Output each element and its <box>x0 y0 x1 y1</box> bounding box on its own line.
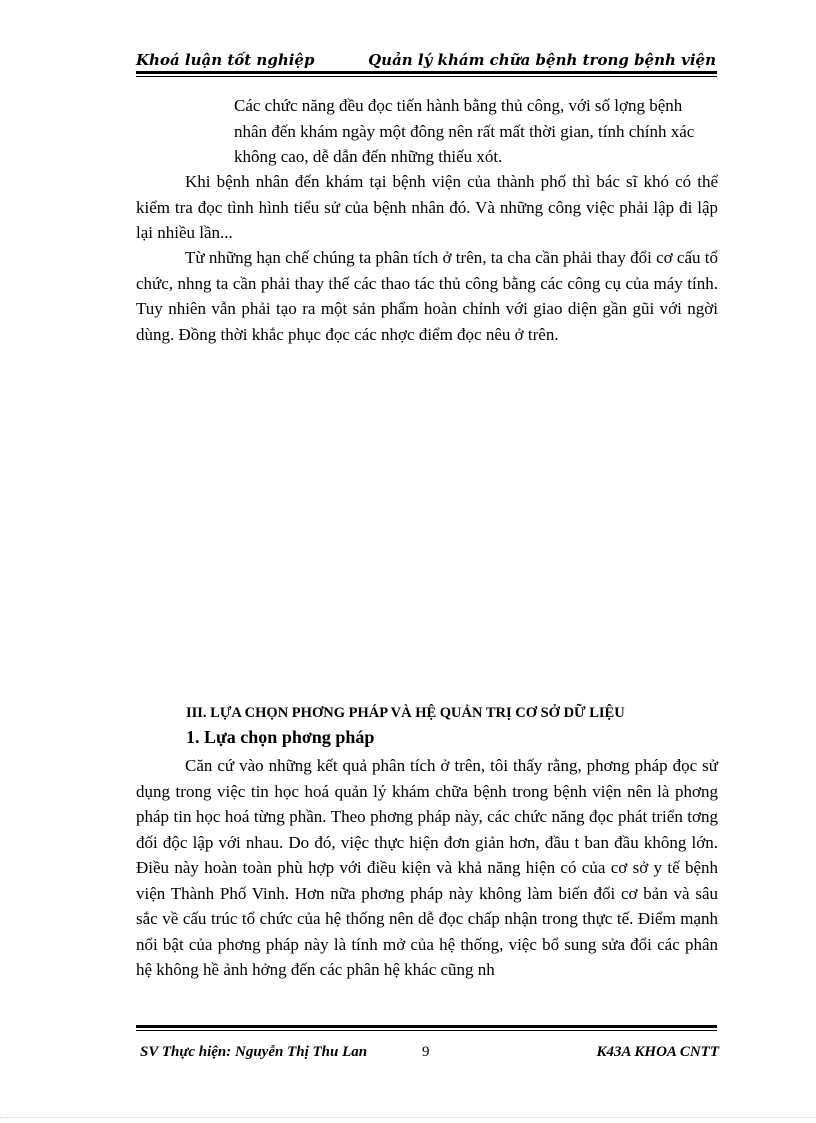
subsection-heading: 1. Lựa chọn phơng pháp <box>186 727 375 747</box>
header-rule-thick <box>136 71 717 74</box>
header-left-title: Khoá luận tốt nghiệp <box>136 51 315 69</box>
paragraph-doctor-history: Khi bệnh nhân đến khám tại bệnh viện của thành phố thì bác sĩ khó có thể kiểm tra đọc tình hình tiểu sử của bệnh nhân đó. Và những công việc phải lập đi lập lại nhiều lần... <box>136 172 718 242</box>
page-bottom-border <box>0 1117 816 1118</box>
paragraph-method-choice: Căn cứ vào những kết quả phân tích ở trên, tôi thấy rằng, phơng pháp đọc sử dụng trong việc tin học hoá quản lý khám chữa bệnh trong bệnh viện nên là phơng pháp tin học hoá từng phần. Theo phơng pháp này, các chức năng đọc phát triển tơng đối độc lập với nhau. Do đó, việc thực hiện đơn giản hơn, đầu t ban đầu không lớn. Điều này hoàn toàn phù hợp với điều kiện và khả năng hiện có của cơ sở y tế bệnh viện Thành Phố Vinh. Hơn nữa phơng pháp này không làm biến đổi cơ bản và sâu sắc về cấu trúc tổ chức của hệ thống nên dễ đọc chấp nhận trong thực tế. Điểm mạnh nổi bật của phơng pháp này là tính mở của hệ thống, việc bổ sung sửa đổi các phân hệ không hề ảnh hởng đến các phân hệ khác cũng nh <box>136 756 718 979</box>
footer-class: K43A KHOA CNTT <box>596 1044 719 1060</box>
header-right-title: Quản lý khám chữa bệnh trong bệnh viện <box>368 51 716 69</box>
paragraph-manual-functions: Các chức năng đều đọc tiến hành bằng thủ công, với số lợng bệnh nhân đến khám ngày một đông nên rất mất thời gian, tính chính xác không cao, dễ dẫn đến những thiếu xót. <box>234 96 695 166</box>
page-number: 9 <box>422 1044 430 1060</box>
header-rule-thin <box>136 76 717 77</box>
footer-rule-thick <box>136 1025 717 1028</box>
section-heading: III. LỰA CHỌN PHƠNG PHÁP VÀ HỆ QUẢN TRỊ CƠ SỞ DỮ LIỆU <box>186 705 625 721</box>
footer-author: SV Thực hiện: Nguyễn Thị Thu Lan <box>140 1044 368 1060</box>
paragraph-limitations: Từ những hạn chế chúng ta phân tích ở trên, ta cha cần phải thay đổi cơ cấu tổ chức, nhng ta cần phải thay thế các thao tác thủ công bằng các công cụ của máy tính. Tuy nhiên vẫn phải tạo ra một sản phẩm hoàn chỉnh với giao diện gần gũi với ngời dùng. Đồng thời khắc phục đọc các nhợc điểm đọc nêu ở trên. <box>136 248 718 344</box>
footer-rule-thin <box>136 1030 717 1031</box>
